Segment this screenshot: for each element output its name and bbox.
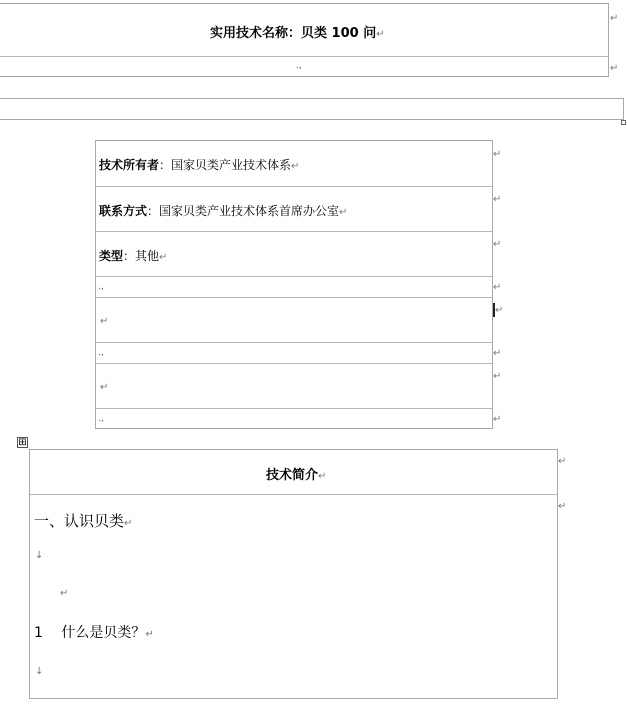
- section-title: 一、认识贝类↵: [34, 512, 133, 530]
- empty-row: ↵: [96, 297, 492, 342]
- row-end-mark: ↵: [610, 13, 619, 24]
- info-table: [95, 140, 493, 429]
- paragraph-mark: ↵: [60, 588, 69, 599]
- contact-row: 联系方式：国家贝类产业技术体系首席办公室↵: [96, 186, 492, 231]
- empty-cell-mark: .,: [296, 61, 302, 71]
- empty-row: ↵: [96, 363, 492, 408]
- contact-label: 联系方式: [99, 204, 148, 218]
- question-text: 什么是贝类？: [61, 625, 146, 641]
- table-resize-handle[interactable]: [621, 120, 626, 125]
- question-number: 1: [34, 625, 43, 641]
- down-arrow-mark: ↓: [35, 666, 44, 677]
- row-end-mark: ↵: [493, 348, 502, 359]
- owner-label: 技术所有者: [99, 158, 160, 172]
- separator-table: [0, 98, 624, 120]
- intro-body-cell: [30, 494, 557, 704]
- row-end-mark: ↵: [493, 371, 502, 382]
- move-handle-icon: ⊞: [18, 437, 27, 448]
- question-item: 1 什么是贝类？↵: [34, 625, 154, 641]
- table-move-handle[interactable]: [17, 437, 28, 448]
- row-end-mark: ↵: [495, 305, 504, 316]
- title-table: [0, 3, 609, 77]
- empty-row: .,: [96, 408, 492, 429]
- title-empty-cell: [0, 56, 608, 77]
- row-end-mark: ↵: [558, 456, 567, 467]
- row-end-mark: ↵: [493, 282, 502, 293]
- row-end-mark: ↵: [493, 194, 502, 205]
- down-arrow-mark: ↓: [35, 550, 44, 561]
- type-row: 类型：其他↵: [96, 231, 492, 276]
- row-end-mark: ↵: [610, 63, 619, 74]
- row-end-mark: ↵: [493, 414, 502, 425]
- intro-heading: 技术简介↵: [266, 468, 327, 483]
- intro-heading-cell: [30, 450, 557, 494]
- owner-value: ：国家贝类产业技术体系: [159, 158, 292, 172]
- intro-table: [29, 449, 558, 699]
- contact-value: ：国家贝类产业技术体系首席办公室: [147, 204, 340, 218]
- title-cell: [0, 4, 608, 56]
- document-title: 实用技术名称：贝类 100 问↵: [210, 26, 385, 41]
- type-value: ：其他: [123, 249, 160, 263]
- row-end-mark: ↵: [558, 501, 567, 512]
- row-end-mark: ↵: [493, 149, 502, 160]
- empty-row: .,: [96, 276, 492, 297]
- row-end-mark: ↵: [493, 239, 502, 250]
- empty-row: .,: [96, 342, 492, 363]
- type-label: 类型: [99, 249, 124, 263]
- owner-row: 技术所有者：国家贝类产业技术体系↵: [99, 158, 300, 172]
